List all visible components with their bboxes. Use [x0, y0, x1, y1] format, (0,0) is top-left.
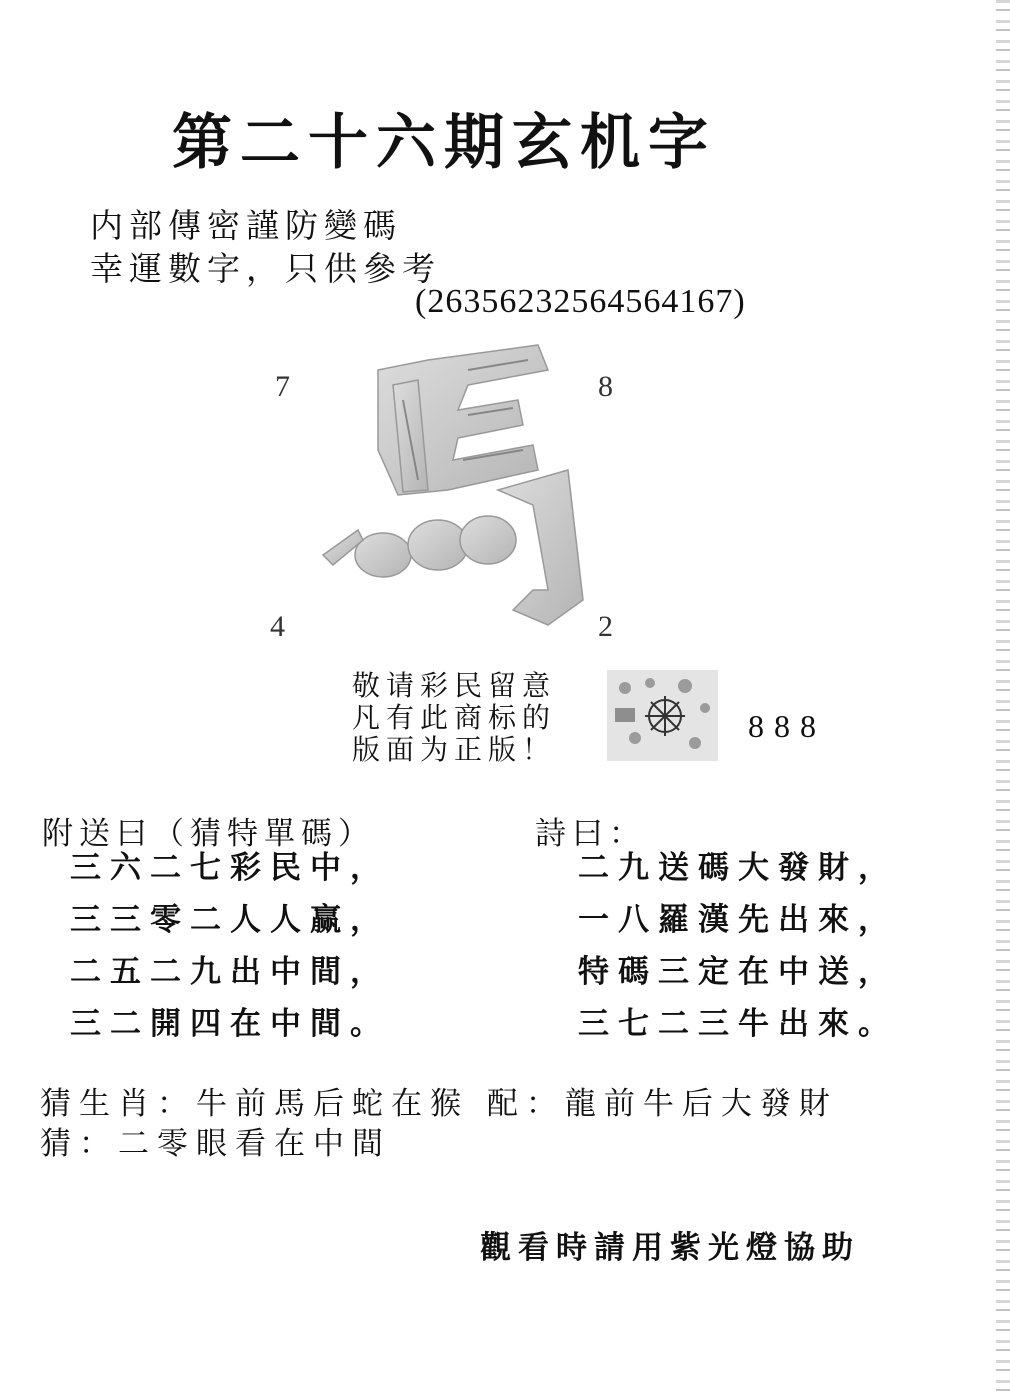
subtitle-line-2: 幸運數字，只供參考 [90, 249, 441, 288]
right-poem-heading: 詩曰： [535, 816, 646, 852]
corner-number-bottom-left: 4 [270, 610, 285, 643]
corner-number-top-left: 7 [275, 370, 290, 403]
right-poem-line: 二九送碼大發財， [578, 850, 898, 886]
left-poem-line: 二五二九出中間， [70, 954, 390, 990]
subtitle-line-1: 内部傳密謹防變碼 [90, 206, 402, 245]
horse-character-watermark [318, 340, 588, 630]
left-poem-heading: 附送曰（猜特單碼） [42, 816, 375, 852]
notice-line-1: 敬请彩民留意 [352, 669, 557, 702]
right-poem-line: 一八羅漢先出來， [578, 902, 898, 938]
notice-line-3: 版面为正版！ [352, 733, 557, 766]
page-title: 第二十六期玄机字 [172, 108, 716, 178]
scan-edge [996, 0, 1010, 1391]
footer-note: 觀看時請用紫光燈協助 [480, 1230, 860, 1266]
left-poem-line: 三六二七彩民中， [70, 850, 390, 886]
guess-number-line: 猜：二零眼看在中間 [40, 1126, 391, 1162]
corner-number-top-right: 8 [598, 370, 613, 403]
notice-number: 888 [748, 708, 826, 744]
right-poem-line: 特碼三定在中送， [578, 954, 898, 990]
lucky-numbers: (26356232564564167) [415, 283, 746, 320]
notice-line-2: 凡有此商标的 [352, 701, 557, 734]
left-poem-line: 三三零二人人赢， [70, 902, 390, 938]
right-poem-line: 三七二三牛出來。 [578, 1006, 898, 1042]
left-poem-line: 三二開四在中間。 [70, 1006, 390, 1042]
trademark-stamp-icon [605, 668, 720, 763]
corner-number-bottom-right: 2 [598, 610, 613, 643]
guess-zodiac-line: 猜生肖：牛前馬后蛇在猴 配：龍前牛后大發財 [40, 1086, 838, 1122]
